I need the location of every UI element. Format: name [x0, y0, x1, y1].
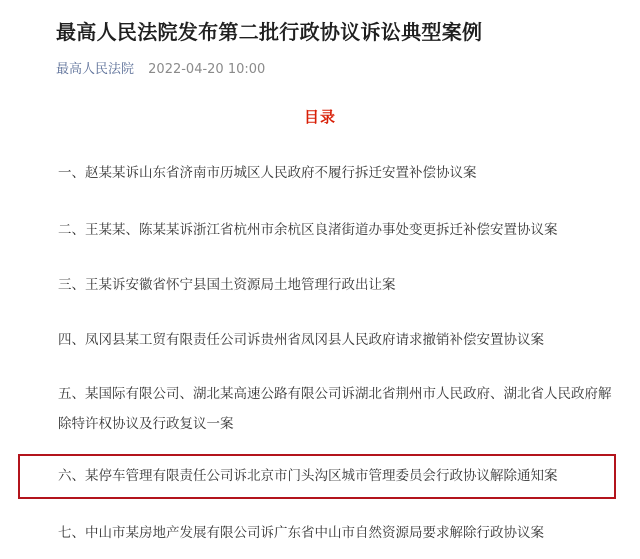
toc-item-3: 三、王某诉安徽省怀宁县国土资源局土地管理行政出让案: [58, 277, 396, 293]
toc-item-5: 五、某国际有限公司、湖北某高速公路有限公司诉湖北省荆州市人民政府、湖北省人民政府解除特许权协议及行政复议一案: [58, 386, 612, 432]
toc-item-7: 七、中山市某房地产发展有限公司诉广东省中山市自然资源局要求解除行政协议案: [58, 525, 544, 541]
toc-heading: 目录: [303, 108, 336, 126]
article-title: 最高人民法院发布第二批行政协议诉讼典型案例: [56, 20, 483, 44]
publish-date: 2022-04-20 10:00: [148, 62, 266, 77]
toc-item-4: 四、凤冈县某工贸有限责任公司诉贵州省凤冈县人民政府请求撤销补偿安置协议案: [58, 332, 544, 348]
source-link[interactable]: 最高人民法院: [56, 62, 135, 77]
toc-item-6: 六、某停车管理有限责任公司诉北京市门头沟区城市管理委员会行政协议解除通知案: [58, 468, 558, 484]
article-meta: [56, 58, 265, 77]
toc-item-1: 一、赵某某诉山东省济南市历城区人民政府不履行拆迁安置补偿协议案: [58, 165, 477, 181]
toc-item-2: 二、王某某、陈某某诉浙江省杭州市余杭区良渚街道办事处变更拆迁补偿安置协议案: [58, 222, 558, 238]
